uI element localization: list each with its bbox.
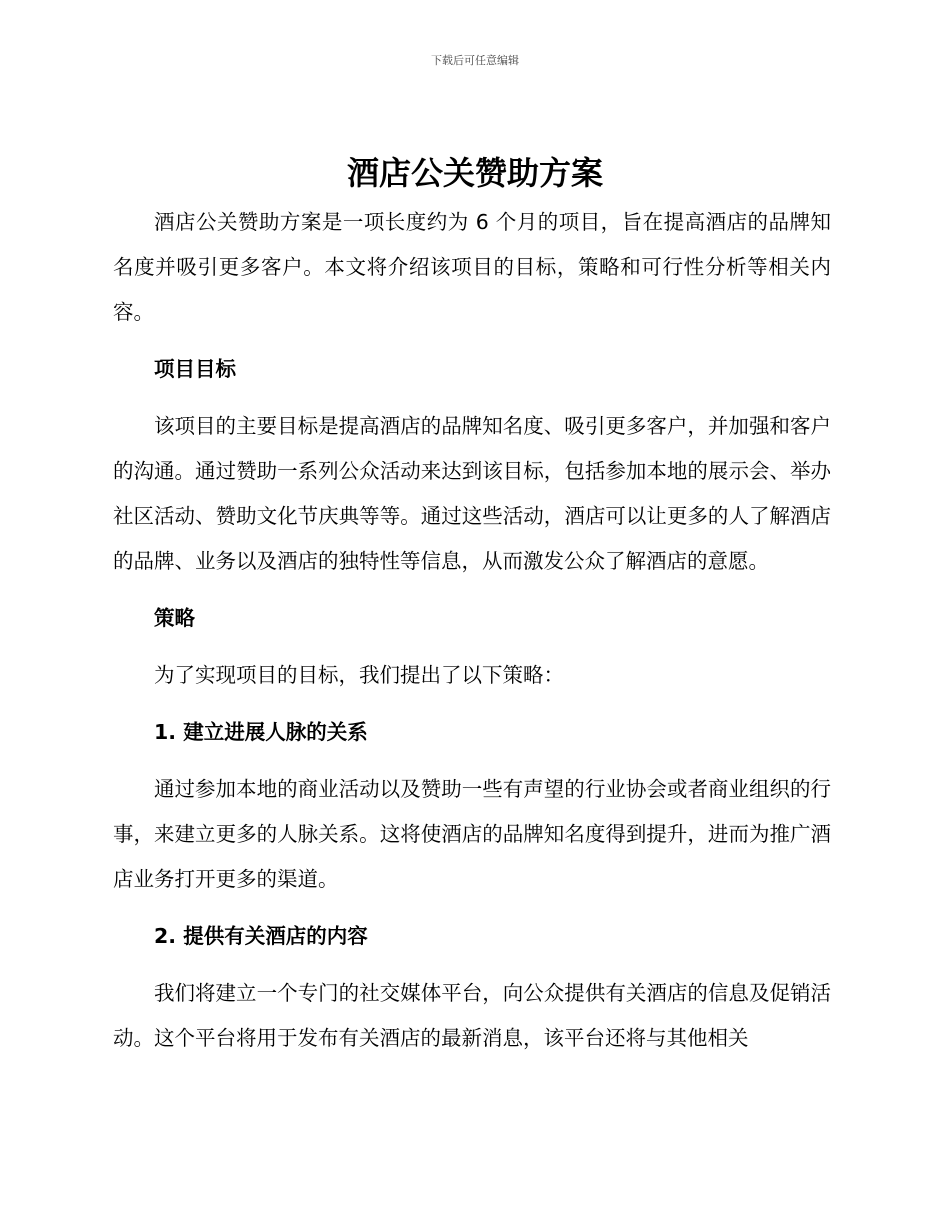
strategy-heading: 策略 xyxy=(154,606,195,630)
strategy-intro-paragraph: 为了实现项目的目标，我们提出了以下策略： xyxy=(154,663,564,687)
goal-heading: 项目目标 xyxy=(154,357,236,381)
strategy-1-paragraph: 通过参加本地的商业活动以及赞助一些有声望的行业协会或者商业组织的行事，来建立更多的人脉关系。这将使酒店的品牌知名度得到提升，进而为推广酒店业务打开更多的渠道。 xyxy=(113,777,831,891)
intro-paragraph: 酒店公关赞助方案是一项长度约为 6 个月的项目，旨在提高酒店的品牌知名度并吸引更多客户。本文将介绍该项目的目标，策略和可行性分析等相关内容。 xyxy=(113,210,831,324)
document-title: 酒店公关赞助方案 xyxy=(346,154,603,192)
strategy-2-heading: 2. 提供有关酒店的内容 xyxy=(154,924,368,948)
document-body xyxy=(113,200,831,1061)
strategy-1-heading: 1. 建立进展人脉的关系 xyxy=(154,720,368,744)
header-note: 下载后可任意编辑 xyxy=(431,54,519,67)
goal-paragraph: 该项目的主要目标是提高酒店的品牌知名度、吸引更多客户，并加强和客户的沟通。通过赞助一系列公众活动来达到该目标，包括参加本地的展示会、举办社区活动、赞助文化节庆典等等。通过这些活动，酒店可以让更多的人了解酒店的品牌、业务以及酒店的独特性等信息，从而激发公众了解酒店的意愿。 xyxy=(113,414,831,573)
strategy-2-paragraph: 我们将建立一个专门的社交媒体平台，向公众提供有关酒店的信息及促销活动。这个平台将用于发布有关酒店的最新消息，该平台还将与其他相关 xyxy=(113,981,831,1050)
